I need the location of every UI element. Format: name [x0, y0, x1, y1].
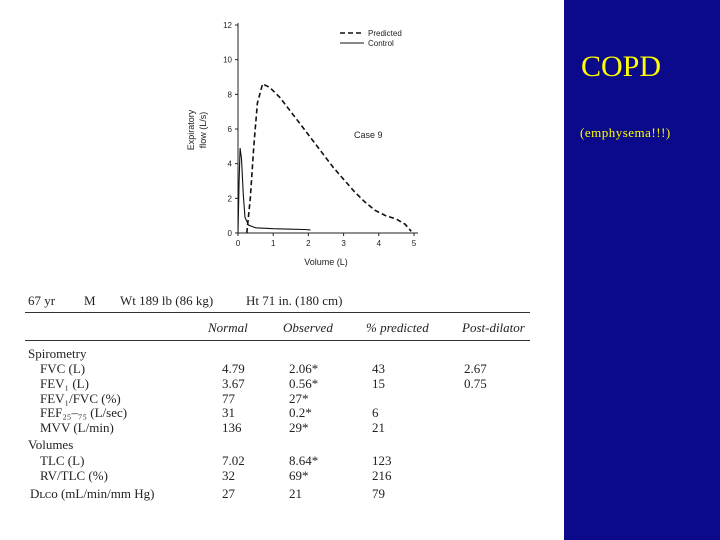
cell-observed: 0.56* — [289, 376, 319, 391]
header-post-dilator: Post-dilator — [462, 320, 525, 335]
series-line-predicted — [247, 84, 411, 233]
row-label: MVV (L/min) — [40, 420, 114, 435]
cell-observed: 29* — [289, 420, 309, 435]
header-observed: Observed — [283, 320, 333, 335]
patient-height: Ht 71 in. (180 cm) — [246, 293, 343, 308]
x-tick-label: 4 — [376, 239, 382, 248]
patient-age: 67 yr — [28, 293, 56, 308]
chart-axes — [238, 23, 418, 233]
section-spirometry: Spirometry — [28, 346, 87, 361]
cell-pct: 6 — [372, 405, 379, 420]
x-tick-label: 2 — [306, 239, 311, 248]
cell-pct: 43 — [372, 361, 385, 376]
cell-observed: 2.06* — [289, 361, 319, 376]
x-tick-label: 0 — [235, 239, 241, 248]
row-label: FEF₂₅–₇₅ (L/sec) — [40, 405, 128, 420]
cell-normal: 7.02 — [222, 453, 245, 468]
row-label: FEV₁/FVC (%) — [40, 391, 121, 406]
cell-observed: 8.64* — [289, 453, 319, 468]
row-label: TLC (L) — [40, 453, 85, 468]
y-tick-label: 10 — [223, 55, 232, 65]
x-tick-label: 5 — [411, 239, 417, 248]
cell-normal: 77 — [222, 391, 235, 406]
y-axis-label — [186, 109, 208, 150]
y-tick-label: 6 — [227, 125, 232, 134]
cell-observed: 27* — [289, 391, 309, 406]
header-normal: Normal — [208, 320, 248, 335]
chart-legend — [340, 29, 402, 48]
y-tick-labels — [223, 21, 238, 238]
section-volumes: Volumes — [28, 437, 74, 452]
y-tick-label: 12 — [223, 21, 232, 30]
row-label: FEV₁ (L) — [40, 376, 89, 391]
patient-weight: Wt 189 lb (86 kg) — [120, 293, 214, 308]
cell-normal: 32 — [222, 468, 235, 483]
table-rule-top — [25, 312, 530, 313]
cell-pct: 123 — [372, 453, 392, 468]
table-rule-header — [25, 340, 530, 341]
slide-title: COPD — [581, 50, 662, 83]
cell-observed: 69* — [289, 468, 309, 483]
cell-pct: 216 — [372, 468, 392, 483]
cell-normal: 4.79 — [222, 361, 245, 376]
x-axis-label: Volume (L) — [304, 257, 348, 267]
x-tick-label: 1 — [270, 239, 276, 248]
y-tick-label: 8 — [227, 90, 232, 100]
cell-pct: 21 — [372, 420, 385, 435]
x-tick-labels — [236, 233, 417, 248]
cell-normal: 27 — [222, 486, 235, 501]
header-pct-predicted: % predicted — [366, 320, 429, 335]
row-label: Dʟᴄᴏ (mL/min/mm Hg) — [30, 486, 155, 501]
row-label: RV/TLC (%) — [40, 468, 108, 483]
chart-series — [238, 84, 411, 233]
cell-pct: 79 — [372, 486, 385, 501]
row-label: FVC (L) — [40, 361, 86, 376]
cell-pct: 15 — [372, 376, 385, 391]
cell-normal: 31 — [222, 405, 235, 420]
y-tick-label: 0 — [227, 229, 232, 238]
y-axis-label-line1: Expiratory — [186, 109, 196, 151]
legend-label-predicted: Predicted — [368, 29, 402, 38]
cell-observed: 21 — [289, 486, 302, 501]
chart-annotation: Case 9 — [354, 130, 383, 140]
flow-volume-chart — [0, 0, 564, 280]
y-tick-label: 4 — [227, 159, 232, 169]
cell-normal: 136 — [222, 420, 242, 435]
cell-post: 2.67 — [464, 361, 487, 376]
cell-observed: 0.2* — [289, 405, 312, 420]
patient-sex: M — [84, 293, 96, 308]
cell-post: 0.75 — [464, 376, 487, 391]
slide-subtitle: (emphysema!!!) — [580, 125, 671, 140]
x-tick-label: 3 — [341, 239, 346, 248]
y-axis-label-line2: flow (L/s) — [198, 111, 208, 149]
legend-label-control: Control — [368, 39, 394, 48]
cell-normal: 3.67 — [222, 376, 245, 391]
y-tick-label: 2 — [227, 194, 232, 204]
